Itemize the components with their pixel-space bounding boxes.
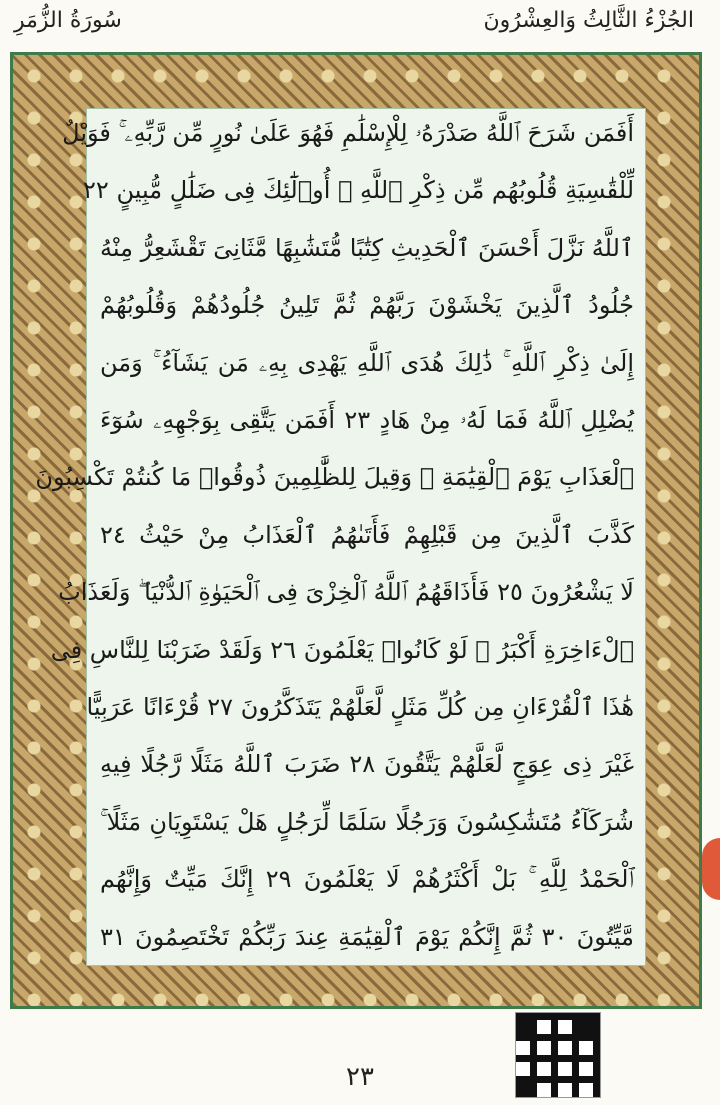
qr-module: [558, 1034, 565, 1041]
text-line: [83, 175, 634, 205]
line-text: يُضْلِلِ ٱللَّهُ فَمَا لَهُۥ مِنْ هَادٍ: [379, 406, 634, 434]
line-text: كَذَّبَ ٱلَّذِينَ مِن قَبْلِهِمْ فَأَتَىٰهُمُ ٱلْعَذَابُ مِنْ حَيْثُ: [139, 520, 634, 549]
text-line: [58, 577, 634, 607]
qr-module: [572, 1076, 579, 1083]
qr-code[interactable]: [515, 1012, 601, 1098]
text-line: [100, 749, 634, 779]
qr-finder: [516, 1013, 537, 1034]
qr-module: [565, 1034, 572, 1041]
text-line: [100, 864, 634, 894]
text-line: [35, 462, 634, 492]
qr-module: [593, 1076, 600, 1083]
qr-module: [530, 1069, 537, 1076]
qr-module: [537, 1076, 544, 1083]
qr-module: [593, 1055, 600, 1062]
qr-module: [565, 1055, 572, 1062]
line-text: ٱلْعَذَابِ يَوْمَ ٱلْقِيَٰمَةِ ۚ وَقِيلَ لِلظَّٰلِمِينَ ذُوقُوا۟ مَا كُنتُمْ تَكْسِبُونَ: [35, 463, 634, 492]
qr-module: [530, 1062, 537, 1069]
qr-module: [530, 1048, 537, 1055]
hizb-marker-tab: [702, 838, 720, 900]
qr-module: [593, 1034, 600, 1041]
line-tail: ٢٧ قُرْءَانًا عَرَبِيًّا: [86, 693, 241, 721]
qr-module: [544, 1013, 551, 1020]
qr-module: [593, 1041, 600, 1048]
qr-module: [551, 1048, 558, 1055]
qr-module: [537, 1013, 544, 1020]
qr-module: [572, 1048, 579, 1055]
qr-module: [537, 1055, 544, 1062]
qr-module: [572, 1041, 579, 1048]
qr-module: [544, 1055, 551, 1062]
qr-module: [551, 1076, 558, 1083]
line-text: أَفَمَن شَرَحَ ٱللَّهُ صَدْرَهُۥ لِلْإِسْلَٰمِ فَهُوَ عَلَىٰ نُورٍ مِّن رَّبِّهِۦ ۚ فَوَيْلٌ: [62, 119, 634, 147]
line-text: إِلَىٰ ذِكْرِ ٱللَّهِ ۚ ذَٰلِكَ هُدَى ٱللَّهِ يَهْدِى بِهِۦ مَن يَشَآءُ ۚ وَمَن: [100, 348, 634, 377]
line-tail: ٢٢: [83, 176, 117, 205]
line-text: لِّلْقَٰسِيَةِ قُلُوبُهُم مِّن ذِكْرِ ٱللَّهِ ۚ أُو۟لَٰٓئِكَ فِى ضَلَٰلٍ مُّبِينٍ: [116, 176, 634, 205]
text-line: [62, 118, 634, 148]
line-text: لَا يَشْعُرُونَ: [530, 578, 634, 607]
qr-module: [551, 1069, 558, 1076]
qr-module: [523, 1034, 530, 1041]
qr-module: [537, 1034, 544, 1041]
qr-module: [544, 1076, 551, 1083]
line-text: ٱلْءَاخِرَةِ أَكْبَرُ ۚ لَوْ كَانُوا۟ يَعْلَمُونَ: [303, 635, 634, 664]
qr-module: [558, 1013, 565, 1020]
qr-module: [551, 1020, 558, 1027]
line-text: شُرَكَآءُ مُتَشَٰكِسُونَ وَرَجُلًا سَلَمًا لِّرَجُلٍ هَلْ يَسْتَوِيَانِ مَثَلًا ۚ: [100, 807, 634, 836]
qr-module: [572, 1027, 579, 1034]
qr-module: [551, 1041, 558, 1048]
qr-module: [565, 1013, 572, 1020]
text-line: [100, 922, 634, 952]
qr-module: [516, 1055, 523, 1062]
qr-finder: [579, 1013, 600, 1034]
qr-module: [593, 1083, 600, 1090]
line-tail: ٢٦ وَلَقَدْ ضَرَبْنَا لِلنَّاسِ فِى: [50, 635, 304, 664]
surah-name: سُورَةُ الزُّمَرِ: [14, 8, 122, 33]
qr-module: [544, 1034, 551, 1041]
qr-finder: [516, 1076, 537, 1097]
text-line: [100, 520, 634, 550]
juz-name: الجُزْءُ الثَّالِثُ وَالعِشْرُونَ: [483, 8, 694, 33]
text-line: [100, 290, 634, 320]
qr-module: [593, 1048, 600, 1055]
qr-module: [530, 1034, 537, 1041]
qr-module: [572, 1055, 579, 1062]
qr-module: [572, 1083, 579, 1090]
qr-module: [558, 1055, 565, 1062]
line-text: ٱللَّهُ نَزَّلَ أَحْسَنَ ٱلْحَدِيثِ كِتَٰبًا مُّتَشَٰبِهًا مَّثَانِىَ تَقْشَعِرُّ مِنْهُ: [100, 233, 634, 262]
qr-module: [565, 1076, 572, 1083]
qr-module: [523, 1055, 530, 1062]
line-text: جُلُودُ ٱلَّذِينَ يَخْشَوْنَ رَبَّهُمْ ثُمَّ تَلِينُ جُلُودُهُمْ وَقُلُوبُهُمْ: [100, 291, 634, 320]
text-line: [86, 692, 634, 722]
line-tail: ٢٥ فَأَذَاقَهُمُ ٱللَّهُ ٱلْخِزْىَ فِى ٱلْحَيَوٰةِ ٱلدُّنْيَا ۖ وَلَعَذَابُ: [58, 578, 531, 607]
page-number: ٢٣: [346, 1062, 374, 1092]
qr-module: [572, 1062, 579, 1069]
qr-module: [593, 1062, 600, 1069]
text-line: [100, 405, 634, 435]
qr-module: [516, 1034, 523, 1041]
text-line: [100, 807, 634, 837]
qr-module: [586, 1055, 593, 1062]
qr-module: [572, 1020, 579, 1027]
line-tail: ٢٤: [100, 520, 140, 549]
qr-module: [530, 1055, 537, 1062]
qr-module: [586, 1076, 593, 1083]
qr-module: [558, 1076, 565, 1083]
qr-module: [551, 1013, 558, 1020]
line-text: مَّيِّتُونَ: [576, 922, 634, 951]
qr-module: [572, 1090, 579, 1097]
line-text: غَيْرَ ذِى عِوَجٍ لَّعَلَّهُمْ يَتَّقُونَ: [383, 750, 634, 779]
text-line: [50, 635, 634, 665]
text-line: [100, 233, 634, 263]
qr-module: [572, 1013, 579, 1020]
qr-module: [593, 1090, 600, 1097]
qr-module: [551, 1027, 558, 1034]
qr-module: [551, 1083, 558, 1090]
qr-module: [530, 1041, 537, 1048]
qr-module: [551, 1062, 558, 1069]
qr-module: [551, 1034, 558, 1041]
line-tail: ٢٣ أَفَمَن يَتَّقِى بِوَجْهِهِۦ سُوٓءَ: [100, 406, 380, 434]
text-line: [100, 348, 634, 378]
page-header: [0, 0, 720, 52]
line-tail: ٢٩ إِنَّكَ مَيِّتٌ وَإِنَّهُم: [100, 865, 304, 894]
line-tail: ٢٨ ضَرَبَ ٱللَّهُ مَثَلًا رَّجُلًا فِيهِ: [100, 750, 384, 779]
qr-module: [572, 1069, 579, 1076]
qr-module: [579, 1055, 586, 1062]
qr-module: [593, 1069, 600, 1076]
line-text: ٱلْحَمْدُ لِلَّهِ ۚ بَلْ أَكْثَرُهُمْ لَا يَعْلَمُونَ: [303, 865, 634, 894]
qr-module: [579, 1076, 586, 1083]
qr-module: [551, 1090, 558, 1097]
qr-module: [572, 1034, 579, 1041]
qr-module: [551, 1055, 558, 1062]
qr-module: [586, 1034, 593, 1041]
qr-module: [579, 1034, 586, 1041]
line-tail: ٣٠ ثُمَّ إِنَّكُمْ يَوْمَ ٱلْقِيَٰمَةِ عِندَ رَبِّكُمْ تَخْتَصِمُونَ ٣١: [100, 922, 577, 951]
line-text: هَٰذَا ٱلْقُرْءَانِ مِن كُلِّ مَثَلٍ لَّعَلَّهُمْ يَتَذَكَّرُونَ: [240, 693, 634, 721]
